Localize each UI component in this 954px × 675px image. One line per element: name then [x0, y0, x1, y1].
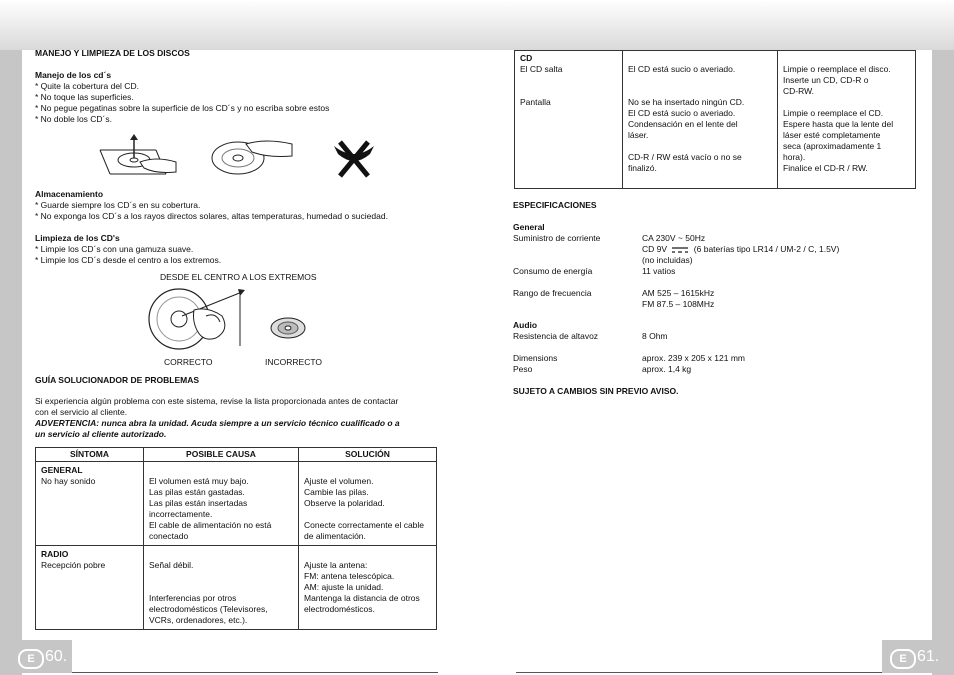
solution-line: FM: antena telescópica. — [304, 571, 395, 581]
bent-cd-prohibited-icon — [330, 134, 378, 180]
solution-line: de alimentación. — [304, 531, 366, 541]
dim-label: Dimensions — [513, 353, 558, 363]
page-number: 61. — [917, 648, 940, 665]
cd-symptom: Pantalla — [520, 97, 551, 107]
general-symptom: No hay sonido — [41, 476, 96, 486]
solution-line: AM: ajuste la unidad. — [304, 582, 384, 592]
direction-caption: DESDE EL CENTRO A LOS EXTREMOS — [160, 272, 317, 282]
storage-title: Almacenamiento — [35, 189, 104, 199]
cause-line: conectado — [149, 531, 189, 541]
correct-label: CORRECTO — [164, 357, 213, 367]
power-ac: CA 230V ~ 50Hz — [642, 233, 706, 243]
storage-item: * Guarde siempre los CD´s en su cobertura. — [35, 200, 201, 210]
notice: SUJETO A CAMBIOS SIN PREVIO AVISO. — [513, 386, 679, 396]
cause-line: VCRs, ordenadores, etc.). — [149, 615, 248, 625]
cd-title: CD — [520, 53, 533, 63]
cause-line: El CD está sucio o averiado. — [628, 108, 736, 118]
solution-line: Ajuste la antena: — [304, 560, 368, 570]
solution-line: CD-RW. — [783, 86, 815, 96]
cause-line — [628, 86, 772, 97]
right-margin-bar — [932, 50, 954, 675]
cause-line — [149, 582, 293, 593]
cause-line: Las pilas están insertadas — [149, 498, 248, 508]
cause-line: incorrectamente. — [149, 509, 213, 519]
cause-line: El volumen está muy bajo. — [149, 476, 249, 486]
page-number-box-left — [0, 640, 72, 673]
cause-line: electrodomésticos (Televisores, — [149, 604, 268, 614]
power-dc-note: (no incluidas) — [642, 255, 693, 265]
consumption-label: Consumo de energía — [513, 266, 593, 276]
language-badge: E — [18, 649, 44, 669]
consumption-value: 11 vatios — [642, 266, 676, 276]
handling-item: * No toque las superficies. — [35, 92, 134, 102]
cleaning-item: * Limpie los CD´s con una gamuza suave. — [35, 244, 194, 254]
solution-line: láser esté completamente — [783, 130, 881, 140]
power-dc-suffix: (6 baterías tipo LR14 / UM-2 / C, 1.5V) — [693, 244, 840, 254]
specs-title: ESPECIFICACIONES — [513, 200, 597, 210]
solution-line: Finalice el CD-R / RW. — [783, 163, 868, 173]
page-number-box-right — [882, 640, 954, 673]
correct-cleaning-illustration — [146, 286, 246, 352]
solution-line — [783, 97, 910, 108]
troubleshooting-table — [35, 447, 437, 630]
cause-line: Interferencias por otros — [149, 593, 237, 603]
cause-line: finalizó. — [628, 163, 657, 173]
solution-line: Ajuste el volumen. — [304, 476, 374, 486]
cause-line: CD-R / RW está vacío o no se — [628, 152, 742, 162]
handling-item: * Quite la cobertura del CD. — [35, 81, 139, 91]
weight-label: Peso — [513, 364, 533, 374]
cause-line — [628, 141, 772, 152]
solution-line: Cambie las pilas. — [304, 487, 369, 497]
cause-line: láser. — [628, 130, 649, 140]
power-dc-prefix: CD 9V — [642, 244, 668, 254]
cause-line: El cable de alimentación no está — [149, 520, 272, 530]
cd-troubleshooting-table — [514, 50, 916, 189]
cleaning-item: * Limpie los CD´s desde el centro a los extremos. — [35, 255, 222, 265]
header-symptom: SÍNTOMA — [36, 448, 144, 462]
freq-label: Rango de frecuencia — [513, 288, 592, 298]
incorrect-cleaning-illustration — [270, 316, 306, 340]
footer-rule — [516, 672, 882, 673]
cause-line: No se ha insertado ningún CD. — [628, 97, 745, 107]
solution-line: Mantenga la distancia de otros — [304, 593, 420, 603]
power-label: Suministro de corriente — [513, 233, 601, 243]
guide-title: GUÍA SOLUCIONADOR DE PROBLEMAS — [35, 375, 200, 385]
guide-text: Si experiencia algún problema con este sistema, revise la lista proporcionada antes de contactar — [35, 396, 399, 406]
header-solution: SOLUCIÓN — [299, 448, 437, 462]
cleaning-title: Limpieza de los CD's — [35, 233, 120, 243]
speaker-label: Resistencia de altavoz — [513, 331, 599, 341]
dc-symbol-icon — [671, 246, 689, 254]
cd-symptom: El CD salta — [520, 64, 563, 74]
weight-value: aprox. 1,4 kg — [642, 364, 692, 374]
audio-title: Audio — [513, 320, 538, 330]
solution-line — [304, 509, 431, 520]
left-margin-bar — [0, 50, 22, 675]
cause-line: Señal débil. — [149, 560, 194, 570]
radio-title: RADIO — [41, 549, 69, 559]
cause-line — [628, 75, 772, 86]
cd-holding-illustration — [206, 136, 296, 178]
general-row — [36, 462, 437, 546]
freq-fm: FM 87.5 – 108MHz — [642, 299, 715, 309]
solution-line: electrodomésticos. — [304, 604, 375, 614]
solution-line: Conecte correctamente el cable — [304, 520, 425, 530]
general-spec-title: General — [513, 222, 545, 232]
handling-item: * No doble los CD´s. — [35, 114, 113, 124]
radio-symptom: Recepción pobre — [41, 560, 106, 570]
warning-text: un servicio al cliente autorizado. — [35, 429, 167, 439]
solution-line: Observe la polaridad. — [304, 498, 385, 508]
general-title: GENERAL — [41, 465, 83, 475]
guide-text: con el servicio al cliente. — [35, 407, 128, 417]
handling-title: Manejo de los cd´s — [35, 70, 112, 80]
cd-removal-illustration — [96, 132, 182, 182]
speaker-value: 8 Ohm — [642, 331, 668, 341]
storage-item: * No exponga los CD´s a los rayos directos solares, altas temperaturas, humedad o suciedad. — [35, 211, 388, 221]
header-band — [0, 0, 954, 50]
freq-am: AM 525 – 1615kHz — [642, 288, 715, 298]
cause-line: Las pilas están gastadas. — [149, 487, 245, 497]
solution-line: Limpie o reemplace el disco. — [783, 64, 891, 74]
solution-line: Espere hasta que la lente del — [783, 119, 894, 129]
page-number: 60. — [45, 648, 68, 665]
incorrect-label: INCORRECTO — [265, 357, 322, 367]
solution-line: hora). — [783, 152, 806, 162]
header-cause: POSIBLE CAUSA — [144, 448, 299, 462]
solution-line: seca (aproximadamente 1 — [783, 141, 882, 151]
solution-line: Limpie o reemplace el CD. — [783, 108, 884, 118]
cause-line: El CD está sucio o averiado. — [628, 64, 736, 74]
warning-text: ADVERTENCIA: nunca abra la unidad. Acuda siempre a un servicio técnico cualificado o a — [35, 418, 400, 428]
main-heading: MANEJO Y LIMPIEZA DE LOS DISCOS — [35, 48, 190, 58]
footer-rule — [72, 672, 438, 673]
language-badge: E — [890, 649, 916, 669]
dim-value: aprox. 239 x 205 x 121 mm — [642, 353, 746, 363]
power-dc — [642, 244, 839, 255]
handling-item: * No pegue pegatinas sobre la superficie de los CD´s y no escriba sobre estos — [35, 103, 330, 113]
solution-line: Inserte un CD, CD-R o — [783, 75, 869, 85]
cause-line: Condensación en el lente del — [628, 119, 738, 129]
cause-line — [149, 571, 293, 582]
radio-row — [36, 546, 437, 630]
